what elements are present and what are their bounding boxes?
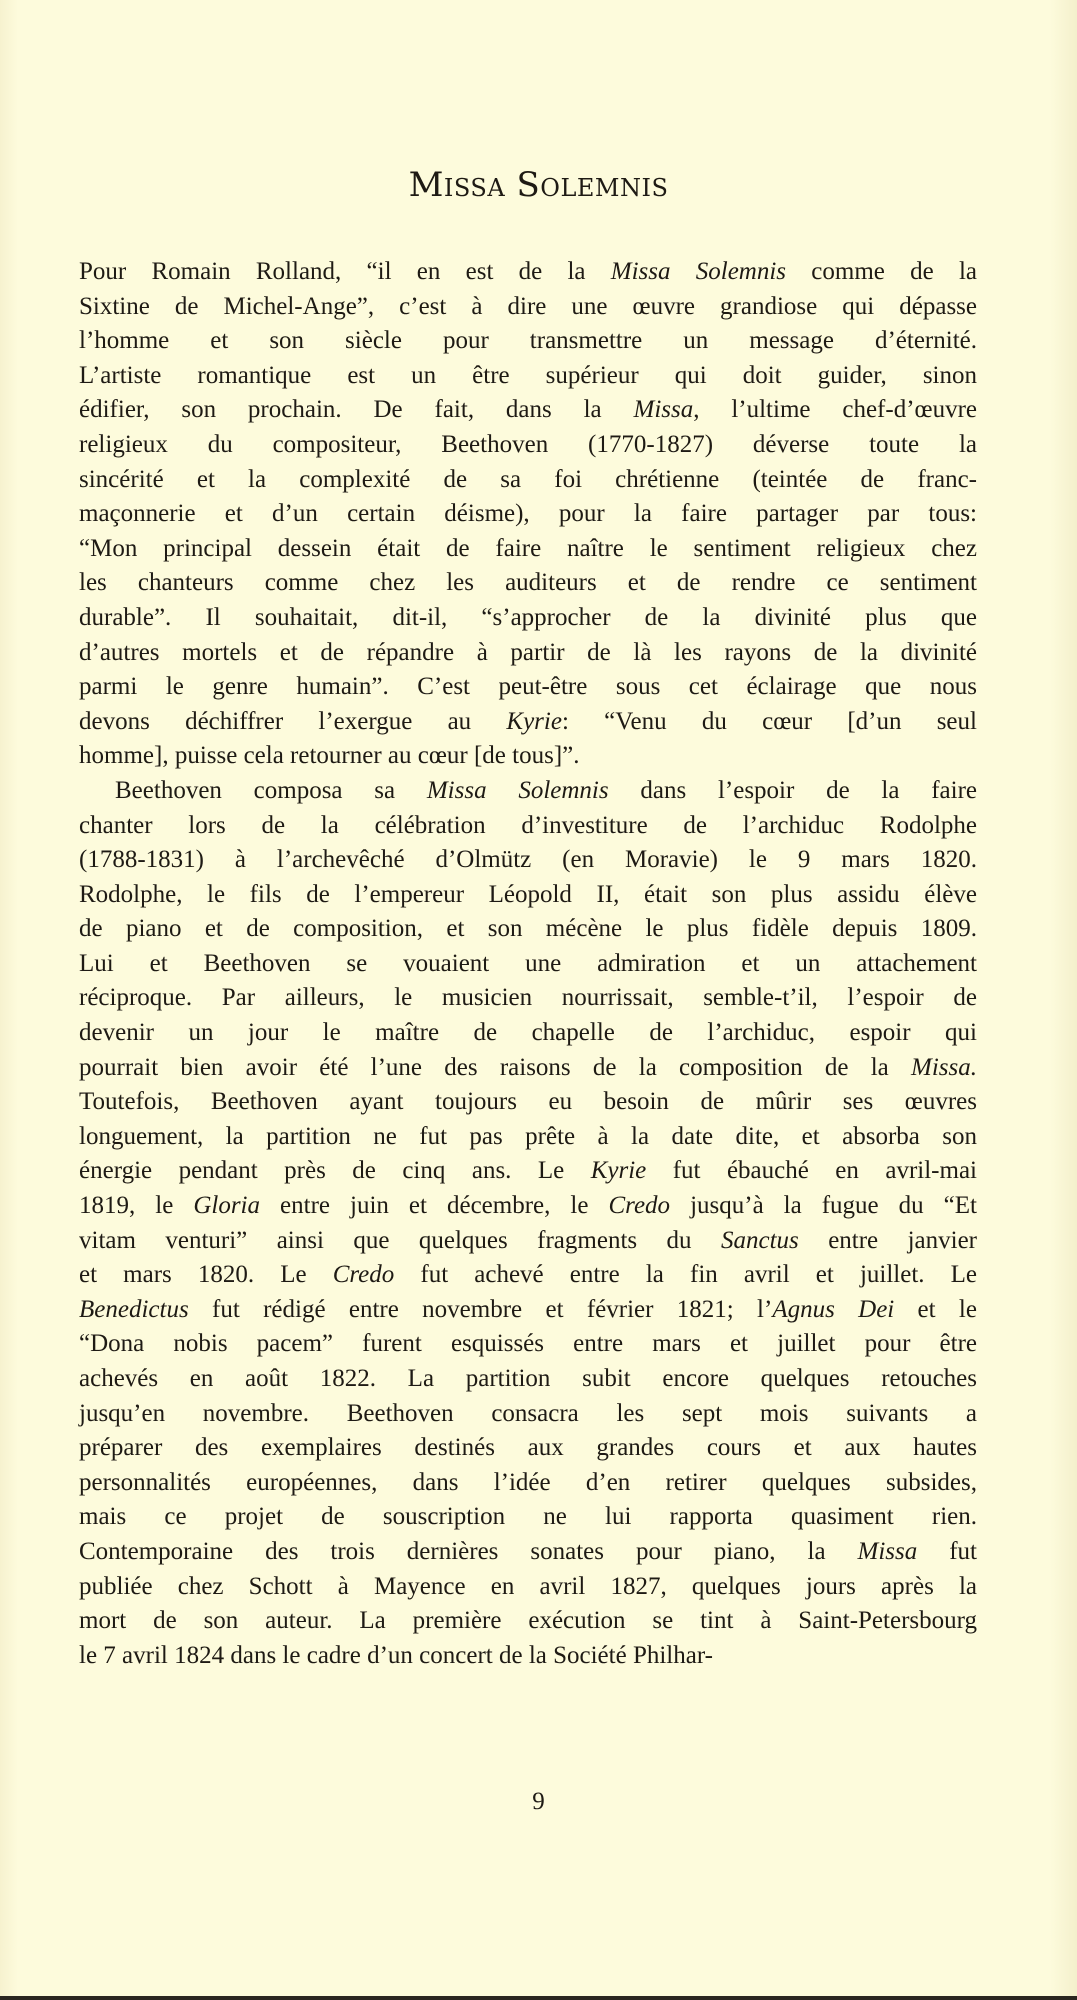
page-title: Missa Solemnis: [408, 165, 669, 205]
text-line: Contemporaine des trois dernières sonates pour piano, la Missa fut: [79, 1537, 977, 1565]
text-line: (1788-1831) à l’archevêché d’Olmütz (en Moravie) le 9 mars 1820.: [79, 846, 977, 874]
text-line: sincérité et la complexité de sa foi chrétienne (teintée de franc-: [79, 465, 977, 493]
text-line: parmi le genre humain”. C’est peut-être sous cet éclairage que nous: [79, 673, 977, 701]
text-line: mort de son auteur. La première exécution se tint à Saint-Petersbourg: [79, 1607, 977, 1635]
text-line: achevés en août 1822. La partition subit encore quelques retouches: [79, 1365, 977, 1392]
italic-title: Kyrie: [590, 1157, 647, 1185]
italic-title: Credo: [608, 1192, 671, 1220]
text-line: durable”. Il souhaitait, dit-il, “s’approcher de la divinité plus que: [79, 603, 977, 631]
text-line: devons déchiffrer l’exergue au Kyrie: “Venu du cœur [d’un seul: [79, 707, 977, 735]
text-line: Toutefois, Beethoven ayant toujours eu besoin de mûrir ses œuvres: [79, 1088, 977, 1116]
text-line: religieux du compositeur, Beethoven (1770-1827) déverse toute la: [79, 430, 977, 458]
page-number: 9: [532, 1788, 545, 1815]
text-line: 1819, le Gloria entre juin et décembre, le Credo jusqu’à la fugue du “Et: [79, 1192, 977, 1220]
text-line: jusqu’en novembre. Beethoven consacra les sept mois suivants a: [79, 1399, 977, 1427]
italic-title: Gloria: [193, 1192, 261, 1220]
text-line: personnalités européennes, dans l’idée d’en retirer quelques subsides,: [79, 1468, 977, 1496]
text-line: réciproque. Par ailleurs, le musicien nourrissait, semble-t’il, l’espoir de: [79, 984, 977, 1012]
italic-title: Kyrie: [506, 707, 562, 735]
paragraph-1: [79, 255, 977, 774]
text-line: Lui et Beethoven se vouaient une admiration et un attachement: [79, 949, 977, 977]
text-line: Pour Romain Rolland, “il en est de la Missa Solemnis comme de la: [79, 258, 977, 285]
text-line: d’autres mortels et de répandre à partir de là les rayons de la divinité: [79, 638, 977, 666]
italic-title: Missa Solemnis: [610, 258, 787, 285]
text-line: longuement, la partition ne fut pas prête à la date dite, et absorba son: [79, 1122, 977, 1150]
text-line: énergie pendant près de cinq ans. Le Kyrie fut ébauché en avril-mai: [79, 1157, 977, 1185]
text-line: L’artiste romantique est un être supérieur qui doit guider, sinon: [79, 361, 977, 389]
italic-title: Missa: [857, 1537, 918, 1565]
text-line: de piano et de composition, et son mécène le plus fidèle depuis 1809.: [79, 915, 977, 943]
text-line: “Dona nobis pacem” furent esquissés entre mars et juillet pour être: [79, 1330, 977, 1358]
text-line: préparer des exemplaires destinés aux grandes cours et aux hautes: [79, 1434, 977, 1462]
text-line: maçonnerie et d’un certain déisme), pour la faire partager par tous:: [79, 500, 977, 528]
text-line: le 7 avril 1824 dans le cadre d’un concert de la Société Philhar-: [79, 1641, 713, 1669]
page-edge: [0, 1996, 1077, 2000]
text-line: édifier, son prochain. De fait, dans la Missa, l’ultime chef-d’œuvre: [79, 396, 977, 424]
text-line: Benedictus fut rédigé entre novembre et février 1821; l’Agnus Dei et le: [79, 1295, 977, 1323]
italic-title: Benedictus: [79, 1295, 189, 1323]
italic-title: Credo: [332, 1261, 395, 1289]
text-line: “Mon principal dessein était de faire naître le sentiment religieux chez: [79, 534, 977, 562]
italic-title: Missa.: [911, 1053, 977, 1081]
italic-title: Missa: [633, 396, 694, 424]
text-line: Sixtine de Michel-Ange”, c’est à dire une œuvre grandiose qui dépasse: [79, 292, 977, 320]
text-line: l’homme et son siècle pour transmettre un message d’éternité.: [79, 327, 977, 355]
italic-title: Sanctus: [720, 1226, 799, 1254]
text-line: les chanteurs comme chez les auditeurs et de rendre ce sentiment: [79, 569, 977, 597]
paragraph-2: [79, 774, 977, 1673]
text-line: publiée chez Schott à Mayence en avril 1827, quelques jours après la: [79, 1572, 977, 1600]
text-line: Rodolphe, le fils de l’empereur Léopold II, était son plus assidu élève: [79, 880, 977, 908]
text-line: Beethoven composa sa Missa Solemnis dans l’espoir de la faire: [115, 776, 978, 804]
text-line: vitam venturi” ainsi que quelques fragments du Sanctus entre janvier: [79, 1226, 977, 1254]
body-text: [79, 255, 977, 1673]
text-line: pourrait bien avoir été l’une des raisons de la composition de la Missa.: [79, 1053, 977, 1081]
text-line: chanter lors de la célébration d’investiture de l’archiduc Rodolphe: [79, 811, 977, 839]
text-line: et mars 1820. Le Credo fut achevé entre la fin avril et juillet. Le: [79, 1261, 977, 1289]
text-line: mais ce projet de souscription ne lui rapporta quasiment rien.: [79, 1503, 977, 1531]
italic-title: Missa Solemnis: [426, 776, 609, 804]
italic-title: Agnus Dei: [772, 1295, 895, 1323]
text-line: homme], puisse cela retourner au cœur [de tous]”.: [79, 742, 580, 770]
text-line: devenir un jour le maître de chapelle de l’archiduc, espoir qui: [79, 1019, 977, 1047]
